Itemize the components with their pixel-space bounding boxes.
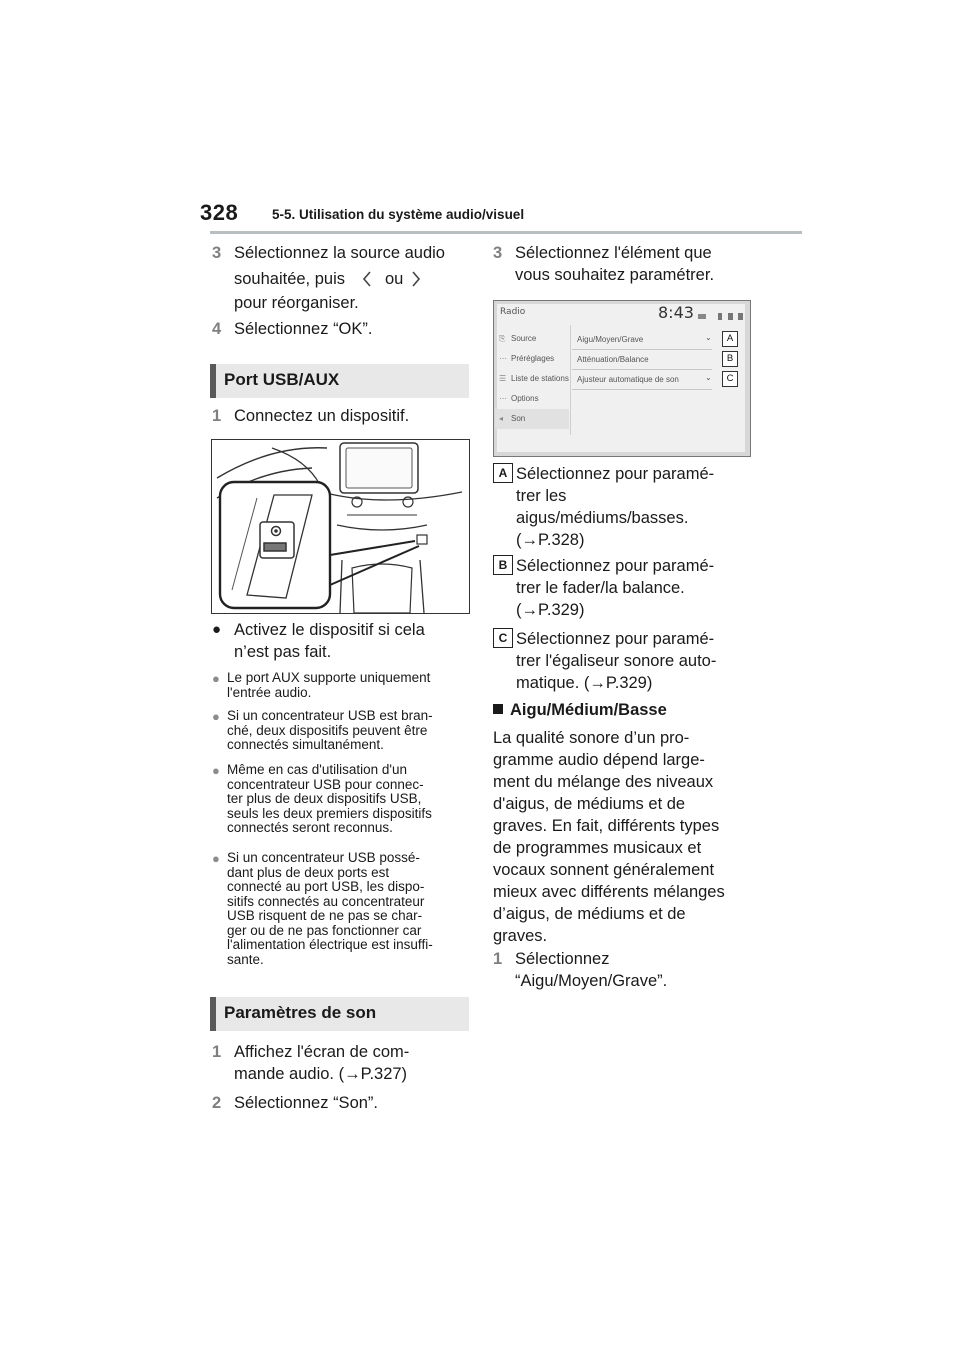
note-text: dant plus de deux ports est <box>227 864 390 880</box>
bullet-text: Activez le dispositif si cela <box>234 621 425 639</box>
step-text: Sélectionnez la source audio <box>234 244 445 262</box>
screen-menu-options[interactable]: ⋯ Options <box>499 394 539 403</box>
screen-label-c: C <box>722 371 738 387</box>
callout-text: (→P.329) <box>516 601 585 619</box>
chevron-down-icon: ⌄ <box>705 373 712 382</box>
callout-text: trer l'égaliseur sonore auto- <box>516 652 717 670</box>
bullet-dot-icon: ● <box>212 621 222 638</box>
sound-settings-banner <box>210 997 469 1031</box>
activate-bullet <box>212 619 472 663</box>
step-number: 1 <box>212 1043 222 1061</box>
note-text: Le port AUX supporte uniquement <box>227 670 431 685</box>
step-3-reorder <box>212 242 472 314</box>
note-aux <box>212 671 474 700</box>
audio-settings-screen <box>493 300 751 457</box>
step-text: Affichez l'écran de com- <box>234 1043 410 1061</box>
right-final-step <box>493 948 763 992</box>
step-number: 3 <box>212 244 222 262</box>
note-text: ché, deux dispositifs peuvent être <box>227 722 428 738</box>
note-text: Si un concentrateur USB possé- <box>227 850 420 865</box>
callout-text: Sélectionnez pour paramé- <box>516 630 715 648</box>
callout-b <box>493 555 763 621</box>
step-text: “Aigu/Moyen/Grave”. <box>515 972 668 990</box>
chevron-down-icon: ⌄ <box>705 333 712 342</box>
note-bullet-icon: ● <box>212 709 220 724</box>
row-divider <box>572 389 712 390</box>
chevron-left-icon[interactable] <box>358 268 376 290</box>
paragraph-line: graves. En fait, différents types <box>493 817 720 835</box>
banner-title: Port USB/AUX <box>224 370 340 389</box>
sound-quality-paragraph <box>493 727 763 947</box>
note-text: connectés seront reconnus. <box>227 820 393 835</box>
header-rule <box>210 231 802 234</box>
menu-label: Source <box>511 334 537 343</box>
callout-text: trer le fader/la balance. <box>516 579 685 597</box>
paragraph-line: d’aigus, de médiums et de <box>493 905 686 923</box>
usb-aux-banner <box>210 364 469 398</box>
step-text: Connectez un dispositif. <box>234 407 410 425</box>
screen-title: Radio <box>500 307 526 317</box>
row-divider <box>572 369 712 370</box>
note-text: connectés simultanément. <box>227 737 384 752</box>
row-divider <box>572 349 712 350</box>
section-title: 5-5. Utilisation du système audio/visuel <box>272 207 525 222</box>
usb-port-illustration <box>211 439 470 614</box>
step-text: Sélectionnez l'élément que <box>515 244 712 262</box>
note-bullet-icon: ● <box>212 763 220 778</box>
square-bullet-icon <box>493 704 503 714</box>
menu-divider <box>570 325 571 435</box>
screen-time: 8:43 <box>658 303 694 322</box>
screen-item-auto-sound[interactable]: Ajusteur automatique de son <box>577 375 679 384</box>
step-text: pour réorganiser. <box>234 294 359 312</box>
screen-item-treble-mid-bass[interactable]: Aigu/Moyen/Grave <box>577 335 644 344</box>
sound-step-1 <box>212 1041 472 1085</box>
paragraph-line: d'aigus, de médiums et de <box>493 795 686 813</box>
callout-text: Sélectionnez pour paramé- <box>516 557 715 575</box>
note-text: ter plus de deux dispositifs USB, <box>227 791 422 806</box>
callout-letter: A <box>493 463 513 483</box>
banner-title: Paramètres de son <box>224 1003 377 1022</box>
right-step-3 <box>493 242 763 286</box>
screen-label-b: B <box>722 351 738 367</box>
status-icons <box>698 308 746 316</box>
step-number: 1 <box>493 950 503 968</box>
note-text: seuls les deux premiers dispositifs <box>227 805 432 821</box>
note-text: sitifs connectés au concentrateur <box>227 893 425 909</box>
note-bullet-icon: ● <box>212 851 220 866</box>
paragraph-line: mieux avec différents mélanges <box>493 883 725 901</box>
callout-c <box>493 628 763 694</box>
chevron-right-icon[interactable] <box>407 268 425 290</box>
note-text: ger ou de ne pas fonctionner car <box>227 922 422 938</box>
menu-label: Options <box>511 394 539 403</box>
callout-text: trer les <box>516 487 567 505</box>
note-text: concentrateur USB pour connec- <box>227 776 424 792</box>
note-text: l'entrée audio. <box>227 684 312 700</box>
screen-menu-source[interactable]: ⎘ Source <box>499 334 537 343</box>
step-number: 4 <box>212 320 222 338</box>
note-text: sante. <box>227 951 264 967</box>
note-text: connecté au port USB, les dispo- <box>227 879 425 894</box>
banner-bar <box>210 364 216 398</box>
step-text: ou <box>385 270 404 288</box>
note-text: Même en cas d'utilisation d'un <box>227 762 408 777</box>
banner-bar <box>210 997 216 1031</box>
screen-menu-presets[interactable]: ⋯ Préréglages <box>499 354 555 363</box>
note-text: Si un concentrateur USB est bran- <box>227 708 433 723</box>
note-bullet-icon: ● <box>212 671 220 686</box>
screen-label-a: A <box>722 331 738 347</box>
paragraph-line: vocaux sonnent généralement <box>493 861 715 879</box>
note-power <box>212 851 474 967</box>
step-text: mande audio. (→P.327) <box>234 1065 408 1083</box>
bullet-text: n’est pas fait. <box>234 643 332 661</box>
callout-text: aigus/médiums/basses. <box>516 509 689 527</box>
step-text: vous souhaitez paramétrer. <box>515 266 715 284</box>
step-text: souhaitée, puis <box>234 270 345 288</box>
screen-menu-sound[interactable]: ◂ Son <box>495 409 569 429</box>
callout-text: Sélectionnez pour paramé- <box>516 465 715 483</box>
step-text: Sélectionnez “Son”. <box>234 1094 378 1112</box>
console-drawing <box>212 440 469 613</box>
screen-menu-stations[interactable]: ☰ Liste de stations <box>499 374 569 383</box>
step-text: Sélectionnez <box>515 950 610 968</box>
step-text: Sélectionnez “OK”. <box>234 320 373 338</box>
subheading-text: Aigu/Médium/Basse <box>510 701 667 719</box>
paragraph-line: ment du mélange des niveaux <box>493 773 714 791</box>
step-number: 2 <box>212 1094 222 1112</box>
sound-step-2 <box>212 1092 472 1114</box>
note-usb-hub <box>212 709 474 753</box>
menu-label: Son <box>511 414 526 423</box>
subheading-treble-mid-bass <box>493 701 667 720</box>
paragraph-line: de programmes musicaux et <box>493 839 702 857</box>
callout-a <box>493 463 763 551</box>
paragraph-line: gramme audio dépend large- <box>493 751 705 769</box>
paragraph-line: graves. <box>493 927 548 945</box>
screen-item-fader-balance[interactable]: Atténuation/Balance <box>577 355 649 364</box>
step-number: 1 <box>212 407 222 425</box>
menu-label: Préréglages <box>511 354 555 363</box>
callout-text: (→P.328) <box>516 531 585 549</box>
callout-text: matique. (→P.329) <box>516 674 653 692</box>
step-4-ok <box>212 318 472 340</box>
step-number: 3 <box>493 244 503 262</box>
usb-step-1 <box>212 405 472 427</box>
note-text: l'alimentation électrique est insuffi- <box>227 937 433 952</box>
page-number: 328 <box>200 200 239 225</box>
note-text: USB risquent de ne pas se char- <box>227 908 423 923</box>
note-two-devices <box>212 763 474 836</box>
callout-letter: B <box>493 555 513 575</box>
paragraph-line: La qualité sonore d’un pro- <box>493 729 690 747</box>
menu-label: Liste de stations <box>511 374 569 383</box>
callout-letter: C <box>493 628 513 648</box>
